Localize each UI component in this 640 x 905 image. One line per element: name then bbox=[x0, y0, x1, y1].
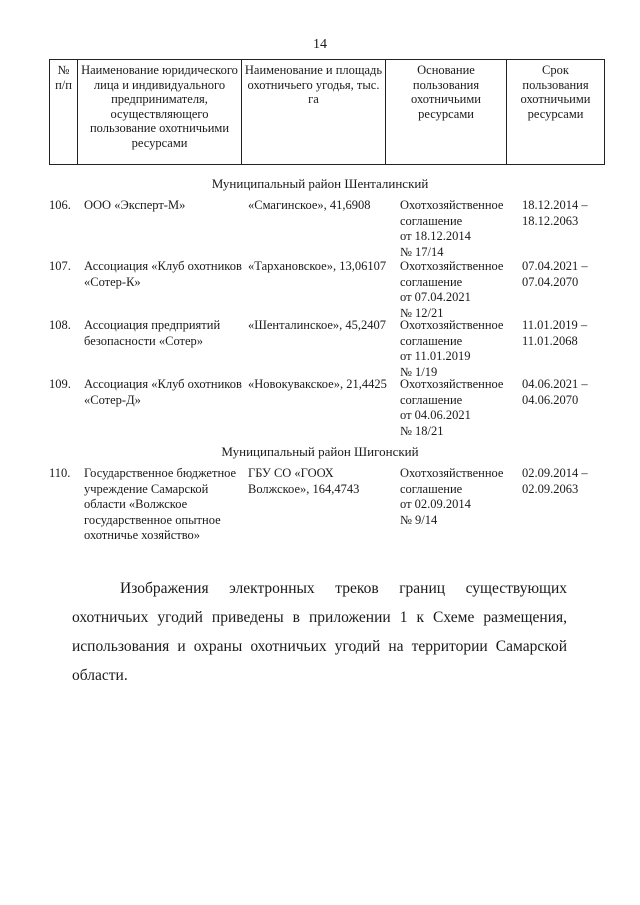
basis: Охотхозяйственное соглашение от 04.06.2021 № 18/21 bbox=[400, 377, 504, 438]
header-hunting-ground: Наименование и площадь охотничьего угодья, тыс. га bbox=[242, 60, 386, 165]
page-number: 14 bbox=[313, 37, 327, 52]
row-number: 109. bbox=[49, 377, 71, 391]
hunting-ground: «Смагинское», 41,6908 bbox=[248, 198, 371, 212]
entity-name: ООО «Эксперт-М» bbox=[84, 198, 186, 212]
hunting-ground: ГБУ СО «ГООХ Волжское», 164,4743 bbox=[248, 466, 360, 496]
closing-paragraph: Изображения электронных треков границ существующих охотничьих угодий приведены в приложении 1 к Схеме размещения, использования и охраны охотничьих угодий на территории Самарской области. bbox=[72, 580, 567, 684]
header-term: Срок пользования охотничьими ресурсами bbox=[507, 60, 605, 165]
entity-name: Ассоциация «Клуб охотников «Сотер-К» bbox=[84, 259, 242, 289]
hunting-ground: «Тархановское», 13,06107 bbox=[248, 259, 387, 273]
basis: Охотхозяйственное соглашение от 02.09.2014 № 9/14 bbox=[400, 466, 504, 527]
term: 02.09.2014 – 02.09.2063 bbox=[522, 466, 588, 496]
term: 18.12.2014 – 18.12.2063 bbox=[522, 198, 588, 228]
row-number: 110. bbox=[49, 466, 71, 480]
basis: Охотхозяйственное соглашение от 18.12.2014 № 17/14 bbox=[400, 198, 504, 259]
entity-name: Государственное бюджетное учреждение Самарской области «Волжское государственное опытное охотничье хозяйство» bbox=[84, 466, 237, 542]
header-basis: Основание пользования охотничьими ресурсами bbox=[386, 60, 507, 165]
hunting-ground: «Новокувакское», 21,4425 bbox=[248, 377, 387, 391]
entity-name: Ассоциация «Клуб охотников «Сотер-Д» bbox=[84, 377, 242, 407]
hunting-ground: «Шенталинское», 45,2407 bbox=[248, 318, 387, 332]
row-number: 106. bbox=[49, 198, 71, 212]
row-number: 107. bbox=[49, 259, 71, 273]
term: 07.04.2021 – 07.04.2070 bbox=[522, 259, 588, 289]
header-entity: Наименование юридического лица и индивидуального предпринимателя, осуществляющего пользование охотничьими ресурсами bbox=[78, 60, 242, 165]
entity-name: Ассоциация предприятий безопасности «Сотер» bbox=[84, 318, 221, 348]
basis: Охотхозяйственное соглашение от 07.04.2021 № 12/21 bbox=[400, 259, 504, 320]
row-number: 108. bbox=[49, 318, 71, 332]
term: 04.06.2021 – 04.06.2070 bbox=[522, 377, 588, 407]
section-title: Муниципальный район Шенталинский bbox=[211, 176, 429, 191]
table-header bbox=[49, 59, 605, 165]
basis: Охотхозяйственное соглашение от 11.01.2019 № 1/19 bbox=[400, 318, 504, 379]
header-number: № п/п bbox=[50, 60, 78, 165]
term: 11.01.2019 – 11.01.2068 bbox=[522, 318, 588, 348]
section-title: Муниципальный район Шигонский bbox=[221, 444, 419, 459]
